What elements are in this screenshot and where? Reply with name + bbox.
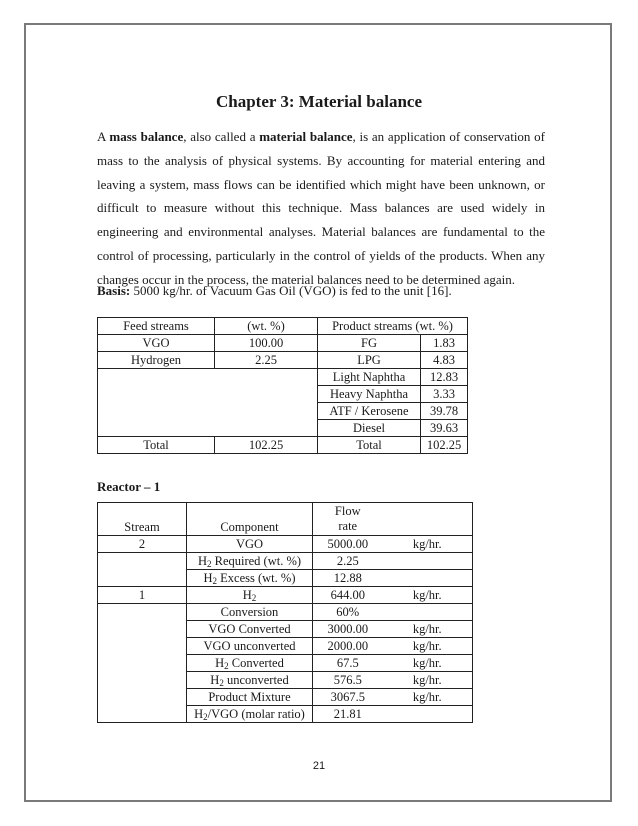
product-value: 4.83 bbox=[421, 352, 468, 369]
total-product-value: 102.25 bbox=[421, 437, 468, 454]
unit bbox=[383, 553, 473, 570]
basis-label: Basis: bbox=[97, 283, 131, 298]
flow-value: 5000.00 bbox=[313, 536, 383, 553]
table-row bbox=[98, 604, 473, 621]
empty-stream-cell bbox=[98, 553, 187, 587]
header-wt-pct: (wt. %) bbox=[215, 318, 318, 335]
unit: kg/hr. bbox=[383, 689, 473, 706]
chapter-title: Chapter 3: Material balance bbox=[215, 92, 422, 111]
reactor-table bbox=[97, 502, 473, 723]
product-name: FG bbox=[318, 335, 421, 352]
table-row bbox=[98, 369, 468, 386]
header-flow: Flow bbox=[334, 504, 361, 518]
flow-value: 67.5 bbox=[313, 655, 383, 672]
product-value: 39.63 bbox=[421, 420, 468, 437]
header-stream: Stream bbox=[98, 503, 187, 536]
unit: kg/hr. bbox=[383, 655, 473, 672]
flow-value: 2.25 bbox=[313, 553, 383, 570]
term-mass-balance: mass balance bbox=[109, 129, 184, 144]
table-row bbox=[98, 536, 473, 553]
unit: kg/hr. bbox=[383, 536, 473, 553]
product-value: 3.33 bbox=[421, 386, 468, 403]
empty-feed-cell bbox=[98, 369, 318, 437]
product-name: LPG bbox=[318, 352, 421, 369]
stream-number: 2 bbox=[98, 536, 187, 553]
flow-value: 12.88 bbox=[313, 570, 383, 587]
header-product-streams: Product streams (wt. %) bbox=[318, 318, 468, 335]
total-row bbox=[98, 437, 468, 454]
flow-value: 60% bbox=[313, 604, 383, 621]
empty-stream-cell bbox=[98, 604, 187, 723]
intro-paragraph bbox=[97, 125, 545, 292]
table-header-row bbox=[98, 318, 468, 335]
product-value: 39.78 bbox=[421, 403, 468, 420]
basis-text: 5000 kg/hr. of Vacuum Gas Oil (VGO) is fed to the unit [16]. bbox=[130, 283, 452, 298]
flow-value: 2000.00 bbox=[313, 638, 383, 655]
feed-value: 100.00 bbox=[215, 335, 318, 352]
unit: kg/hr. bbox=[383, 672, 473, 689]
product-value: 1.83 bbox=[421, 335, 468, 352]
para-text-3: , is an application of conservation of mass to the analysis of physical systems. By accounting for material entering and leaving a system, mass flows can be identified which might have been unknown, or difficult to measure without this technique. Mass balances are used widely in engineering and environmental analyses. Material balances are fundamental to the control of processing, particularly in the control of yields of the products. When any changes occur in the process, the material balances need to be determined again. bbox=[97, 129, 545, 287]
feed-name: Hydrogen bbox=[98, 352, 215, 369]
flow-value: 644.00 bbox=[313, 587, 383, 604]
total-feed-value: 102.25 bbox=[215, 437, 318, 454]
total-label: Total bbox=[98, 437, 215, 454]
table-row bbox=[98, 553, 473, 570]
flow-value: 21.81 bbox=[313, 706, 383, 723]
feed-value: 2.25 bbox=[215, 352, 318, 369]
header-feed-streams: Feed streams bbox=[98, 318, 215, 335]
flow-value: 3000.00 bbox=[313, 621, 383, 638]
component-cell: $H_2$ bbox=[187, 587, 313, 604]
table-header-row bbox=[98, 503, 473, 536]
header-component: Component bbox=[187, 503, 313, 536]
basis-line bbox=[97, 283, 452, 299]
unit bbox=[383, 706, 473, 723]
component-cell: $H_2$ unconverted bbox=[187, 672, 313, 689]
unit bbox=[383, 604, 473, 621]
product-value: 12.83 bbox=[421, 369, 468, 386]
table-row bbox=[98, 587, 473, 604]
table-row bbox=[98, 335, 468, 352]
component-cell: VGO unconverted bbox=[187, 638, 313, 655]
term-material-balance: material balance bbox=[259, 129, 353, 144]
feed-name: VGO bbox=[98, 335, 215, 352]
component-cell: $H_2$ Required (wt. %) bbox=[187, 553, 313, 570]
para-text-1: A bbox=[97, 129, 110, 144]
component-cell: $H_2$ Converted bbox=[187, 655, 313, 672]
product-name: Light Naphtha bbox=[318, 369, 421, 386]
unit: kg/hr. bbox=[383, 621, 473, 638]
total-product-label: Total bbox=[318, 437, 421, 454]
component-cell: Conversion bbox=[187, 604, 313, 621]
stream-number: 1 bbox=[98, 587, 187, 604]
flow-value: 3067.5 bbox=[313, 689, 383, 706]
product-name: Diesel bbox=[318, 420, 421, 437]
feed-product-table bbox=[97, 317, 468, 454]
page-number: 21 bbox=[312, 760, 326, 772]
unit: kg/hr. bbox=[383, 638, 473, 655]
flow-value: 576.5 bbox=[313, 672, 383, 689]
component-cell: VGO Converted bbox=[187, 621, 313, 638]
component-cell: VGO bbox=[187, 536, 313, 553]
table-row bbox=[98, 352, 468, 369]
component-cell: $H_2$ Excess (wt. %) bbox=[187, 570, 313, 587]
unit bbox=[383, 570, 473, 587]
product-name: Heavy Naphtha bbox=[318, 386, 421, 403]
header-flow-rate bbox=[313, 503, 383, 536]
reactor-heading: Reactor – 1 bbox=[97, 479, 161, 494]
para-text-2: , also called a bbox=[183, 129, 260, 144]
header-unit-empty bbox=[383, 503, 473, 536]
component-cell: Product Mixture bbox=[187, 689, 313, 706]
unit: kg/hr. bbox=[383, 587, 473, 604]
product-name: ATF / Kerosene bbox=[318, 403, 421, 420]
header-rate: rate bbox=[338, 519, 358, 533]
component-cell: $H_2$/VGO (molar ratio) bbox=[187, 706, 313, 723]
